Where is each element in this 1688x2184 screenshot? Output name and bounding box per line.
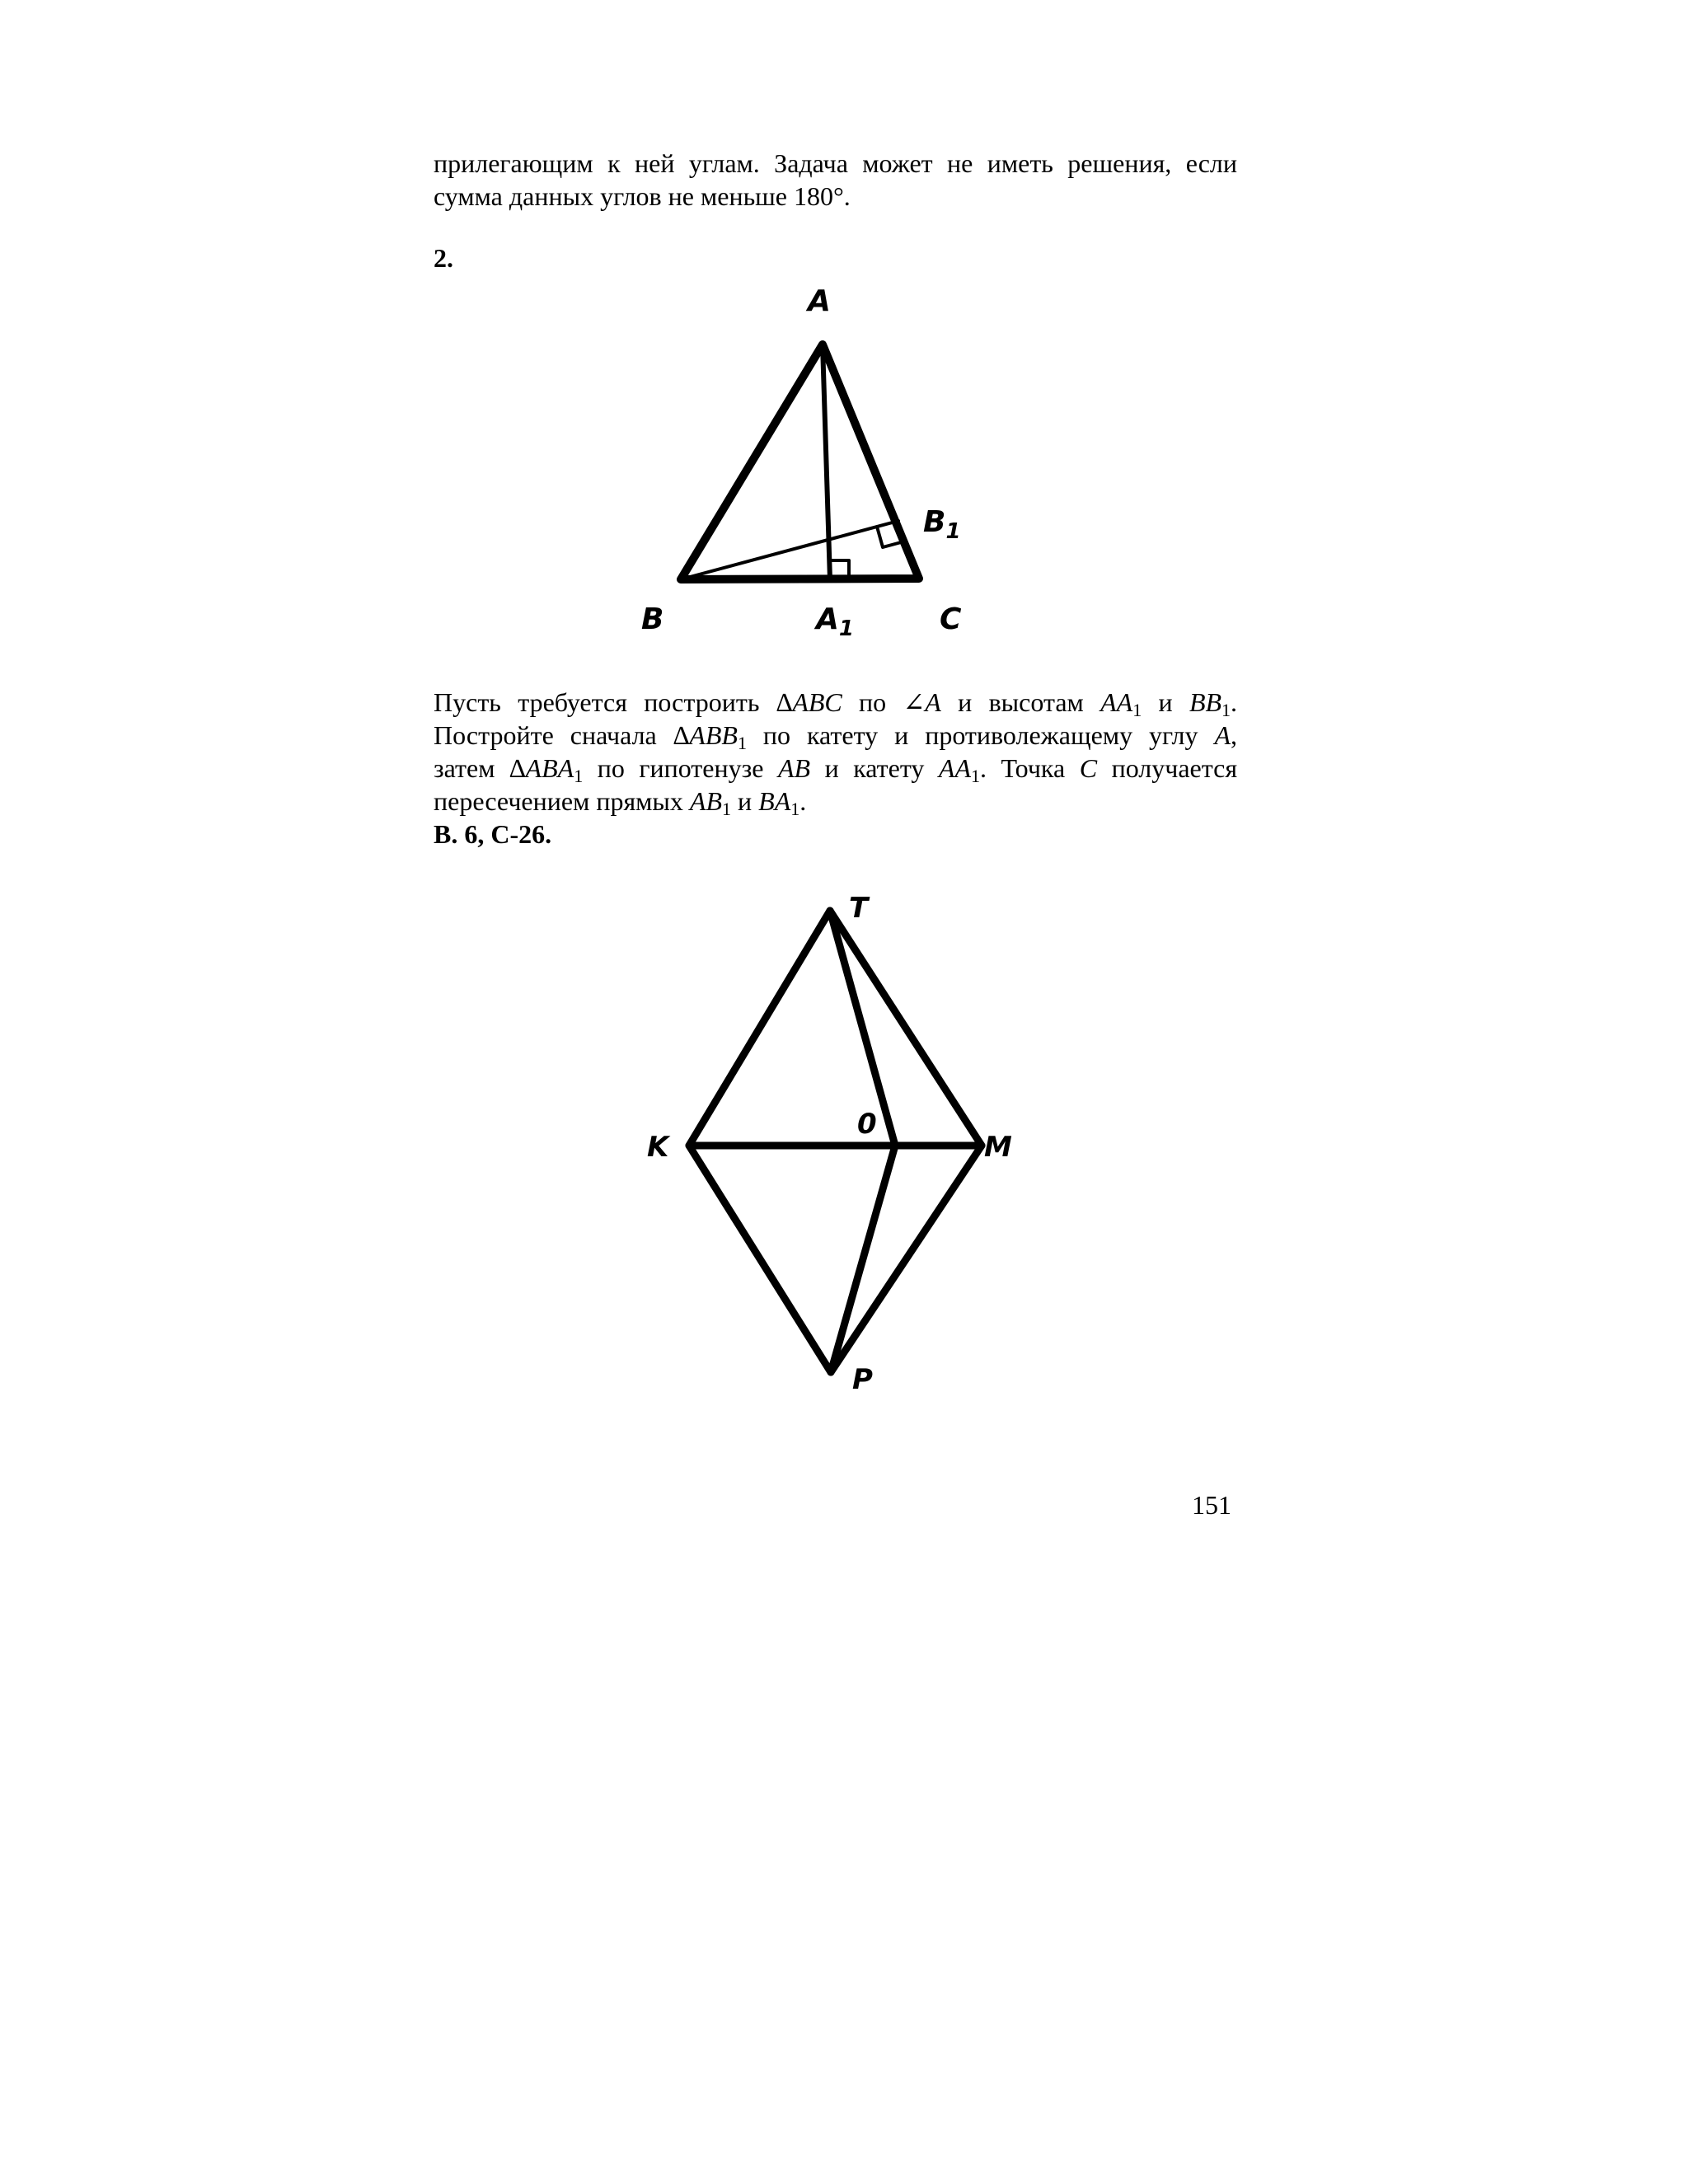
label-a1-subscript: 1 xyxy=(838,616,854,641)
label-p: P xyxy=(852,1363,873,1396)
solution-line-1 xyxy=(434,686,1237,719)
math-ab: AB xyxy=(689,786,723,816)
solution-line-4 xyxy=(434,785,1237,818)
label-t: T xyxy=(849,892,869,925)
math-abb: ABB xyxy=(689,720,738,750)
segment-op xyxy=(831,1146,895,1372)
section-heading: В. 6, С-26. xyxy=(434,819,552,849)
text-run: , xyxy=(1231,720,1238,750)
intro-line-1: прилегающим к ней углам. Задача может не иметь решения, если xyxy=(434,148,1237,178)
label-a1 xyxy=(814,602,854,641)
text-run: и высотам xyxy=(940,687,1101,717)
label-b: B xyxy=(641,602,664,636)
label-a1-letter: A xyxy=(816,602,839,636)
text-run: . Точка xyxy=(980,753,1080,783)
label-o: 0 xyxy=(857,1108,877,1141)
math-aa: AA xyxy=(938,753,972,783)
text-run: Пусть требуется построить ∆ xyxy=(434,687,793,717)
math-aba: ABA xyxy=(525,753,574,783)
triangle-figure xyxy=(610,260,1006,651)
math-angle-a: A xyxy=(925,687,941,717)
text-run: по ∠ xyxy=(842,687,926,717)
math-aa: AA xyxy=(1100,687,1133,717)
label-a: A xyxy=(808,284,831,318)
intro-line-2: сумма данных углов не меньше 180°. xyxy=(434,181,851,211)
solution-line-2 xyxy=(434,719,1237,752)
altitude-aa1 xyxy=(823,344,830,579)
page-number: 151 xyxy=(1192,1490,1231,1520)
math-abc: ABC xyxy=(792,687,842,717)
subscript: 1 xyxy=(722,799,732,819)
text-run: затем ∆ xyxy=(434,753,526,783)
label-b1-letter: B xyxy=(923,505,946,539)
label-k: K xyxy=(647,1131,669,1164)
label-b1 xyxy=(923,505,961,544)
intro-paragraph xyxy=(434,147,1237,213)
text-run: получается xyxy=(1097,753,1238,783)
solution-line-3 xyxy=(434,752,1237,785)
subscript: 1 xyxy=(790,799,800,819)
solution-paragraph xyxy=(434,686,1237,818)
label-c: C xyxy=(940,602,962,636)
text-run: по катету и противолежащему углу xyxy=(746,720,1215,750)
rhombus-figure xyxy=(636,886,1030,1401)
text-run: и xyxy=(731,786,759,816)
subscript: 1 xyxy=(1221,700,1231,720)
text-run: . xyxy=(1231,687,1238,717)
task-number: 2. xyxy=(434,243,453,273)
text-run: пересечением прямых xyxy=(434,786,690,816)
math-bb: BB xyxy=(1189,687,1222,717)
label-b1-subscript: 1 xyxy=(945,519,961,544)
subscript: 1 xyxy=(574,766,584,786)
subscript: 1 xyxy=(1132,700,1142,720)
math-ba: BA xyxy=(758,786,791,816)
text-run: и катету xyxy=(810,753,939,783)
text-run: Постройте сначала ∆ xyxy=(434,720,690,750)
math-c: C xyxy=(1079,753,1098,783)
subscript: 1 xyxy=(737,733,747,753)
math-ab: AB xyxy=(777,753,811,783)
label-m: M xyxy=(984,1131,1012,1164)
math-a: A xyxy=(1214,720,1231,750)
text-run: по гипотенузе xyxy=(583,753,778,783)
text-run: и xyxy=(1142,687,1189,717)
subscript: 1 xyxy=(971,766,981,786)
text-run: . xyxy=(799,786,807,816)
rhombus-tkpm xyxy=(689,911,982,1372)
